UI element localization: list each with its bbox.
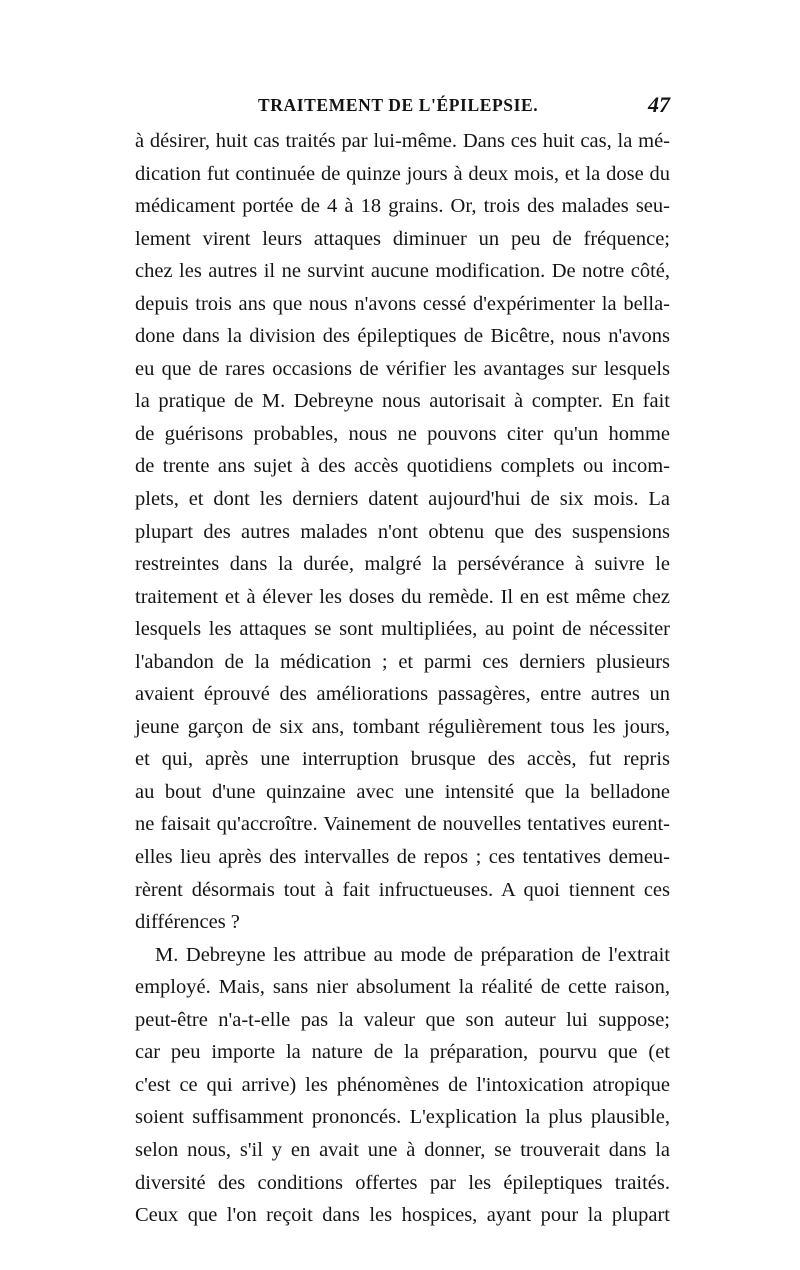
text-line: c'est ce qui arrive) les phénomènes de l'intoxication atropique — [135, 1073, 670, 1096]
text-line: done dans la division des épileptiques de Bicêtre, nous n'avons — [135, 325, 670, 348]
text-line: et qui, après une interruption brusque des accès, fut repris — [135, 748, 670, 771]
text-line: traitement et à élever les doses du remède. Il en est même chez — [135, 585, 670, 608]
page-number: 47 — [648, 92, 670, 117]
text-line: de guérisons probables, nous ne pouvons citer qu'un homme — [135, 422, 670, 445]
running-title: TRAITEMENT DE L'ÉPILEPSIE. — [258, 95, 539, 115]
text-line: lesquels les attaques se sont multipliées, au point de nécessiter — [135, 618, 670, 641]
text-line: à désirer, huit cas traités par lui-même. Dans ces huit cas, la mé- — [135, 130, 670, 152]
text-line: eu que de rares occasions de vérifier les avantages sur lesquels — [135, 357, 670, 380]
text-line: peut-être n'a-t-elle pas la valeur que son auteur lui suppose; — [135, 1008, 670, 1031]
text-line: selon nous, s'il y en avait une à donner, se trouverait dans la — [135, 1138, 670, 1161]
text-line: plets, et dont les derniers datent aujourd'hui de six mois. La — [135, 488, 670, 511]
paragraph-start-line: M. Debreyne les attribue au mode de préparation de l'extrait — [155, 943, 670, 966]
body-text — [135, 125, 670, 1232]
text-line: restreintes dans la durée, malgré la persévérance à suivre le — [135, 553, 670, 576]
text-line: soient suffisamment prononcés. L'explication la plus plausible, — [135, 1106, 670, 1129]
text-line: employé. Mais, sans nier absolument la réalité de cette raison, — [135, 976, 670, 999]
paragraph-end-line: différences ? — [135, 911, 240, 934]
text-line: diversité des conditions offertes par les épileptiques traités. — [135, 1171, 670, 1194]
text-line: la pratique de M. Debreyne nous autorisait à compter. En fait — [135, 390, 670, 413]
text-line: jeune garçon de six ans, tombant régulièrement tous les jours, — [135, 715, 670, 738]
text-line: car peu importe la nature de la préparation, pourvu que (et — [135, 1041, 670, 1064]
page-header — [135, 92, 670, 125]
text-line: Ceux que l'on reçoit dans les hospices, ayant pour la plupart — [135, 1204, 670, 1227]
text-line: avaient éprouvé des améliorations passagères, entre autres un — [135, 683, 670, 706]
text-line: lement virent leurs attaques diminuer un peu de fréquence; — [135, 227, 670, 250]
text-line: au bout d'une quinzaine avec une intensité que la belladone — [135, 780, 670, 803]
text-line: plupart des autres malades n'ont obtenu que des suspensions — [135, 520, 670, 543]
text-line: de trente ans sujet à des accès quotidiens complets ou incom- — [135, 455, 670, 478]
text-line: elles lieu après des intervalles de repos ; ces tentatives demeu- — [135, 846, 670, 869]
text-line: l'abandon de la médication ; et parmi ces derniers plusieurs — [135, 650, 670, 673]
text-line: ne faisait qu'accroître. Vainement de nouvelles tentatives eurent- — [135, 813, 670, 836]
text-line: chez les autres il ne survint aucune modification. De notre côté, — [135, 260, 670, 283]
text-line: dication fut continuée de quinze jours à deux mois, et la dose du — [135, 162, 670, 185]
text-line: rèrent désormais tout à fait infructueuses. A quoi tiennent ces — [135, 878, 670, 901]
text-line: depuis trois ans que nous n'avons cessé d'expérimenter la bella- — [135, 292, 670, 315]
text-line: médicament portée de 4 à 18 grains. Or, trois des malades seu- — [135, 195, 670, 218]
